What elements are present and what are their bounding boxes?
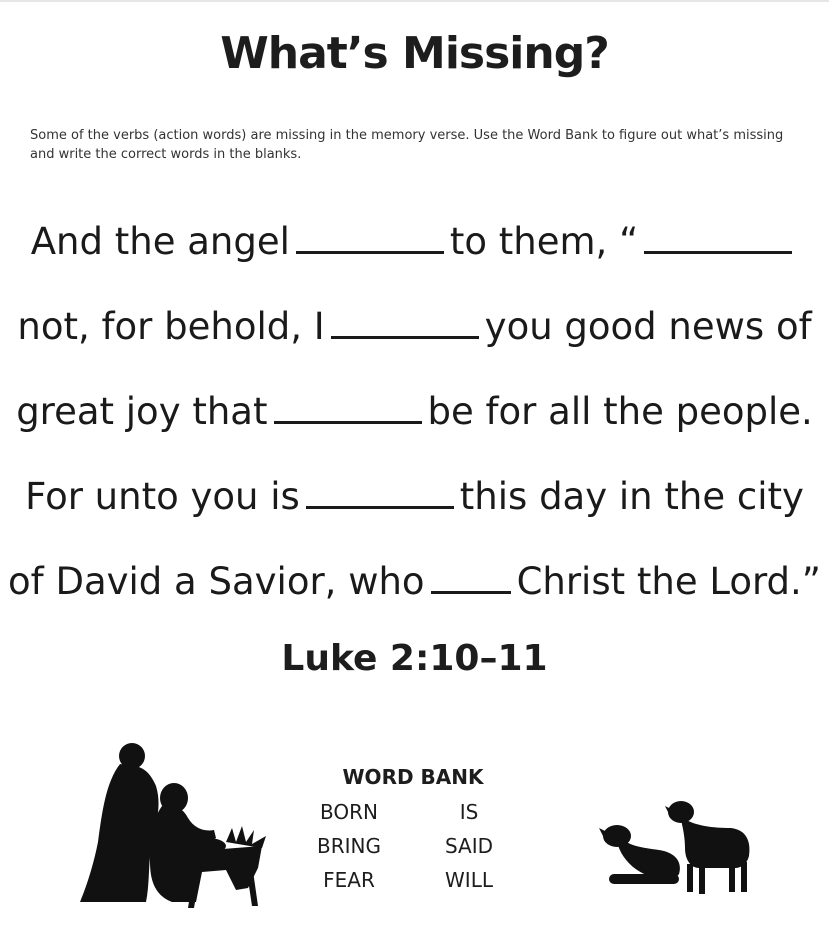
word-bank-item: SAID	[444, 834, 494, 858]
blank-1[interactable]	[296, 207, 444, 254]
verse-line-3	[0, 377, 829, 462]
sheep-silhouette-icon	[595, 798, 755, 898]
verse-text: not, for behold, I	[17, 305, 325, 348]
verse-line-5	[0, 547, 829, 632]
verse-reference: Luke 2:10–11	[281, 638, 548, 679]
blank-6[interactable]	[431, 547, 511, 594]
verse-line-2	[0, 292, 829, 377]
top-divider	[0, 0, 829, 2]
blank-3[interactable]	[331, 292, 479, 339]
verse-text: be for all the people.	[427, 390, 813, 433]
word-bank-grid	[300, 800, 540, 892]
verse-text: you good news of	[484, 305, 812, 348]
word-bank-title: WORD BANK	[342, 765, 484, 789]
page-title: What’s Missing?	[220, 28, 609, 79]
blank-4[interactable]	[274, 377, 422, 424]
word-bank-item: WILL	[445, 868, 493, 892]
word-bank-item: IS	[459, 800, 479, 824]
verse-text: For unto you is	[25, 475, 300, 518]
word-bank-item: FEAR	[323, 868, 375, 892]
instructions-text: Some of the verbs (action words) are missing in the memory verse. Use the Word Bank to figure out what’s missing and write the correct words in the blanks.	[30, 128, 784, 162]
memory-verse	[0, 207, 829, 632]
verse-text: to them, “	[449, 220, 639, 263]
blank-5[interactable]	[306, 462, 454, 509]
word-bank-item: BORN	[320, 800, 378, 824]
verse-text: this day in the city	[459, 475, 804, 518]
blank-2[interactable]	[644, 207, 792, 254]
nativity-silhouette-icon	[76, 742, 276, 912]
verse-line-4	[0, 462, 829, 547]
verse-text: Christ the Lord.”	[516, 560, 821, 603]
word-bank-item: BRING	[317, 834, 381, 858]
verse-text: And the angel	[30, 220, 290, 263]
verse-line-1	[0, 207, 829, 292]
verse-text: great joy that	[16, 390, 268, 433]
verse-text: of David a Savior, who	[8, 560, 425, 603]
